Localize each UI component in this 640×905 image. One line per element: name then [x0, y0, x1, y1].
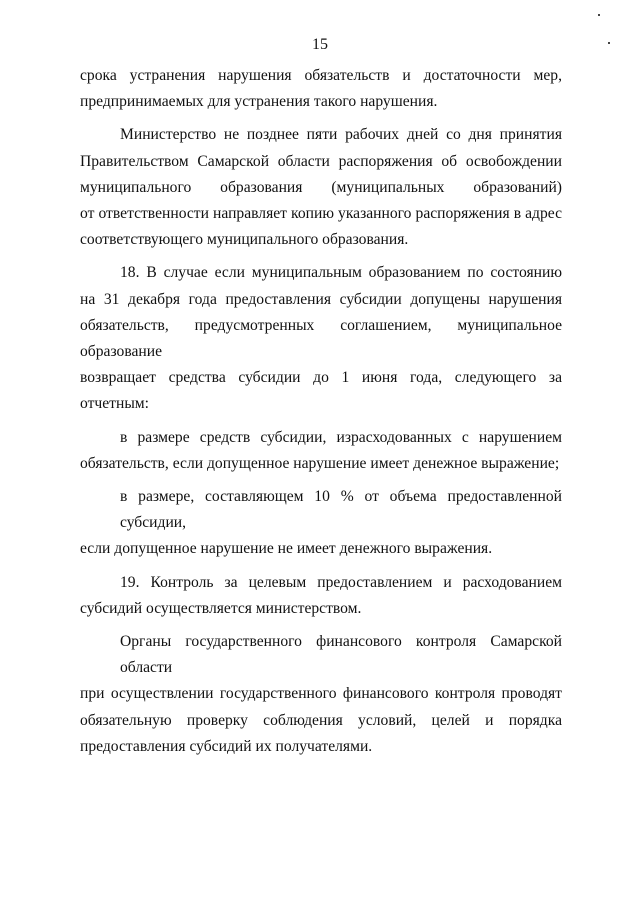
text-line: Органы государственного финансового контроля Самарской области — [120, 633, 562, 677]
text-line: предоставления субсидий их получателями. — [80, 737, 373, 755]
text-line: соответствующего муниципального образования. — [80, 231, 409, 249]
paragraph — [80, 570, 562, 622]
page-number: 15 — [312, 36, 328, 53]
text-line: 19. Контроль за целевым предоставлением и расходованием — [120, 573, 562, 591]
paragraph — [80, 484, 562, 563]
text-line: обязательную проверку соблюдения условий, целей и порядка — [80, 711, 562, 729]
text-line: при осуществлении государственного финансового контроля проводят — [80, 685, 562, 703]
paragraph — [80, 260, 562, 417]
text-line: срока устранения нарушения обязательств и достаточности мер, — [80, 67, 562, 84]
paragraph — [80, 63, 562, 115]
text-line: Правительством Самарской области распоряжения об освобождении — [80, 152, 562, 170]
text-line: Министерство не позднее пяти рабочих дней со дня принятия — [120, 126, 562, 144]
text-line: в размере средств субсидии, израсходованных с нарушением — [120, 428, 562, 446]
text-line: на 31 декабря года предоставления субсидии допущены нарушения — [80, 290, 562, 308]
document-body — [80, 63, 562, 767]
text-line: в размере, составляющем 10 % от объема предоставленной субсидии, — [120, 488, 562, 532]
paragraph — [80, 629, 562, 760]
text-line: возвращает средства субсидии до 1 июня года, следующего за отчетным: — [80, 369, 562, 413]
text-line: обязательств, если допущенное нарушение имеет денежное выражение; — [80, 454, 560, 472]
text-line: от ответственности направляет копию указанного распоряжения в адрес — [80, 205, 562, 223]
paragraph — [80, 425, 562, 477]
text-line: муниципального образования (муниципальных образований) — [80, 178, 562, 196]
text-line: предпринимаемых для устранения такого нарушения. — [80, 93, 438, 111]
scan-speck — [598, 14, 600, 16]
text-line: 18. В случае если муниципальным образованием по состоянию — [120, 264, 562, 282]
text-line: обязательств, предусмотренных соглашением, муниципальное образование — [80, 316, 562, 361]
text-line: если допущенное нарушение не имеет денежного выражения. — [80, 540, 493, 558]
text-line: субсидий осуществляется министерством. — [80, 599, 362, 617]
paragraph — [80, 122, 562, 253]
